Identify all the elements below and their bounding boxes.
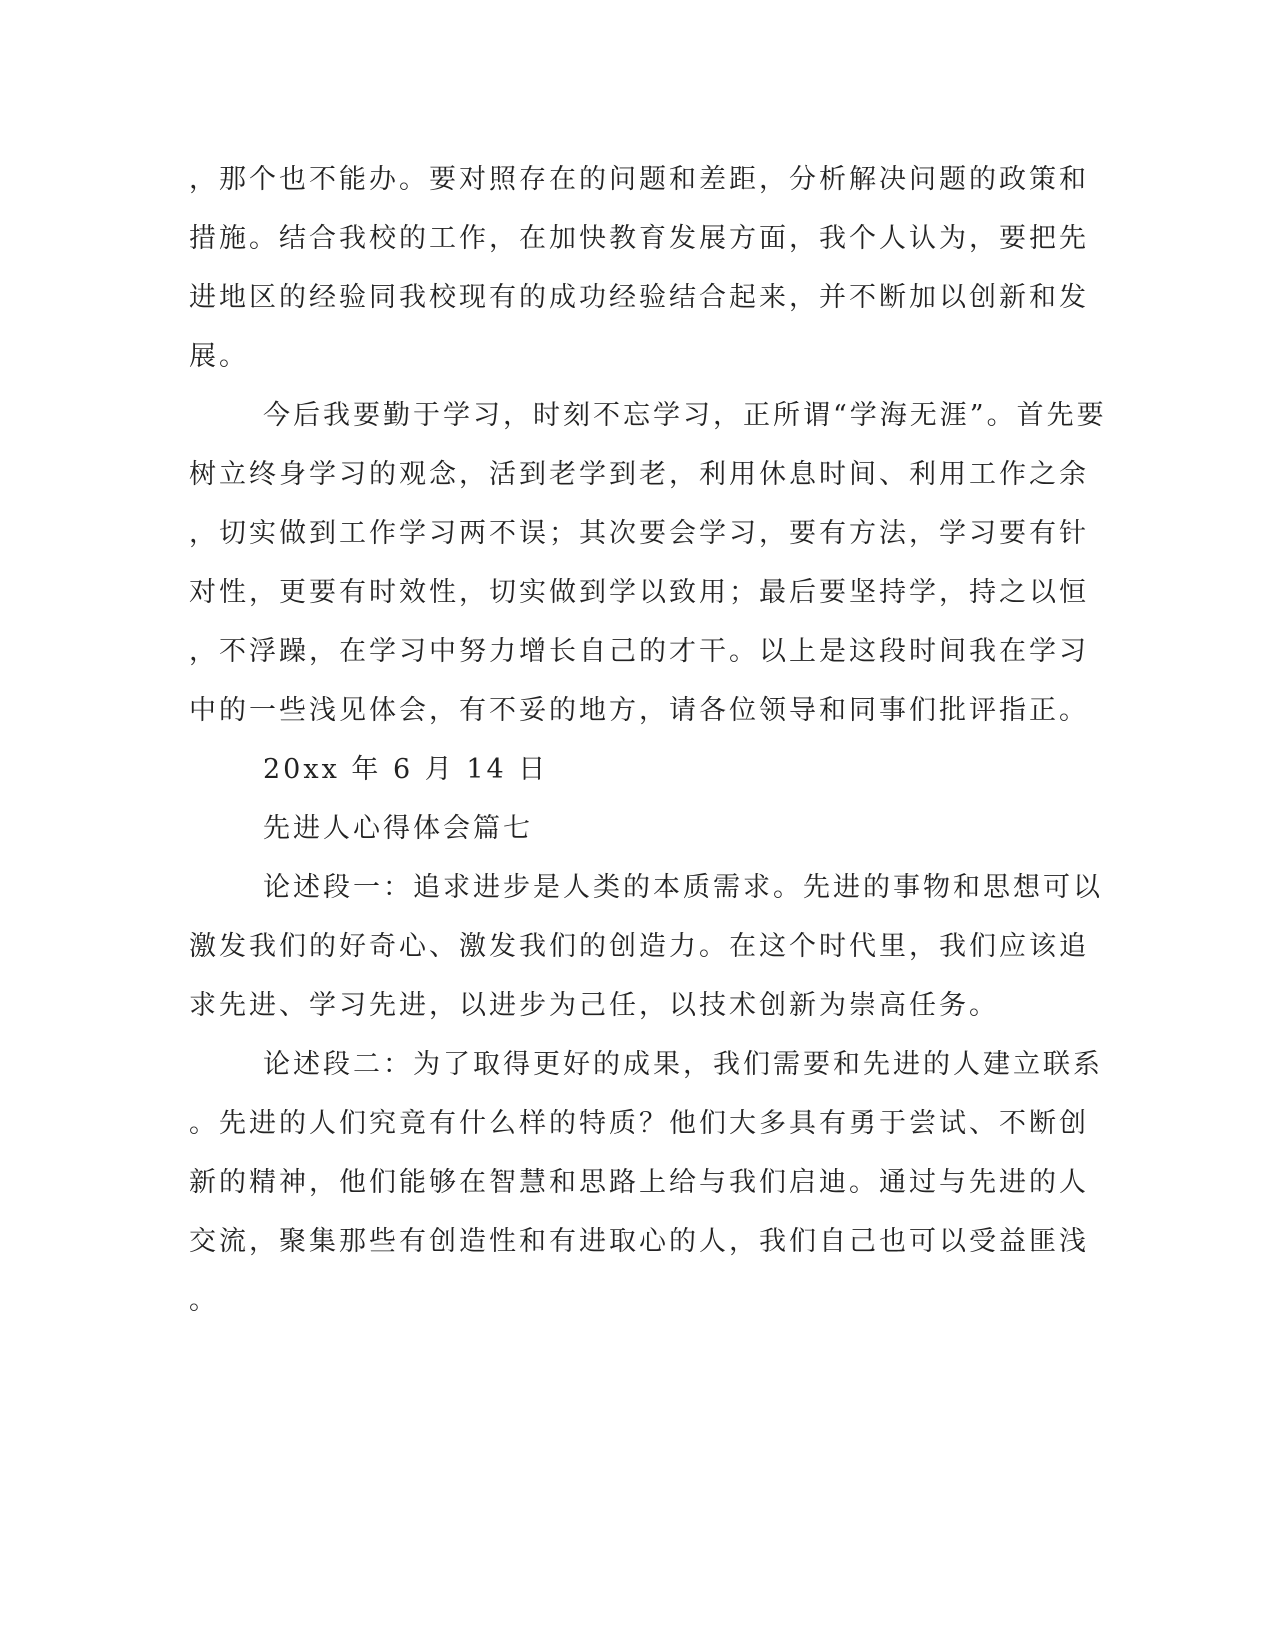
text-line: 措施。结合我校的工作，在加快教育发展方面，我个人认为，要把先 (189, 223, 1089, 254)
text-line: 进地区的经验同我校现有的成功经验结合起来，并不断加以创新和发 (189, 282, 1089, 313)
text-line: 交流，聚集那些有创造性和有进取心的人，我们自己也可以受益匪浅 (189, 1226, 1089, 1257)
text-line: 中的一些浅见体会，有不妥的地方，请各位领导和同事们批评指正。 (189, 695, 1089, 726)
text-line: 。先进的人们究竟有什么样的特质？他们大多具有勇于尝试、不断创 (189, 1108, 1089, 1139)
text-line: 激发我们的好奇心、激发我们的创造力。在这个时代里，我们应该追 (189, 931, 1089, 962)
text-line: 树立终身学习的观念，活到老学到老，利用休息时间、利用工作之余 (189, 459, 1089, 490)
text-line: ，那个也不能办。要对照存在的问题和差距，分析解决问题的政策和 (189, 164, 1089, 195)
text-line: 新的精神，他们能够在智慧和思路上给与我们启迪。通过与先进的人 (189, 1167, 1089, 1198)
paragraph-first-line: 今后我要勤于学习，时刻不忘学习，正所谓“学海无涯”。首先要 (263, 400, 1107, 431)
paragraph-first-line: 论述段一：追求进步是人类的本质需求。先进的事物和思想可以 (263, 872, 1103, 903)
text-line: 对性，更要有时效性，切实做到学以致用；最后要坚持学，持之以恒 (189, 577, 1089, 608)
text-line: ，切实做到工作学习两不误；其次要会学习，要有方法，学习要有针 (189, 518, 1089, 549)
text-line: ，不浮躁，在学习中努力增长自己的才干。以上是这段时间我在学习 (189, 636, 1089, 667)
section-heading: 先进人心得体会篇七 (263, 813, 533, 844)
text-line: 。 (189, 1285, 219, 1316)
paragraph-first-line: 论述段二：为了取得更好的成果，我们需要和先进的人建立联系 (263, 1049, 1103, 1080)
text-line: 展。 (189, 341, 249, 372)
date-line: 20xx 年 6 月 14 日 (263, 754, 549, 785)
text-line: 求先进、学习先进，以进步为己任，以技术创新为崇高任务。 (189, 990, 999, 1021)
